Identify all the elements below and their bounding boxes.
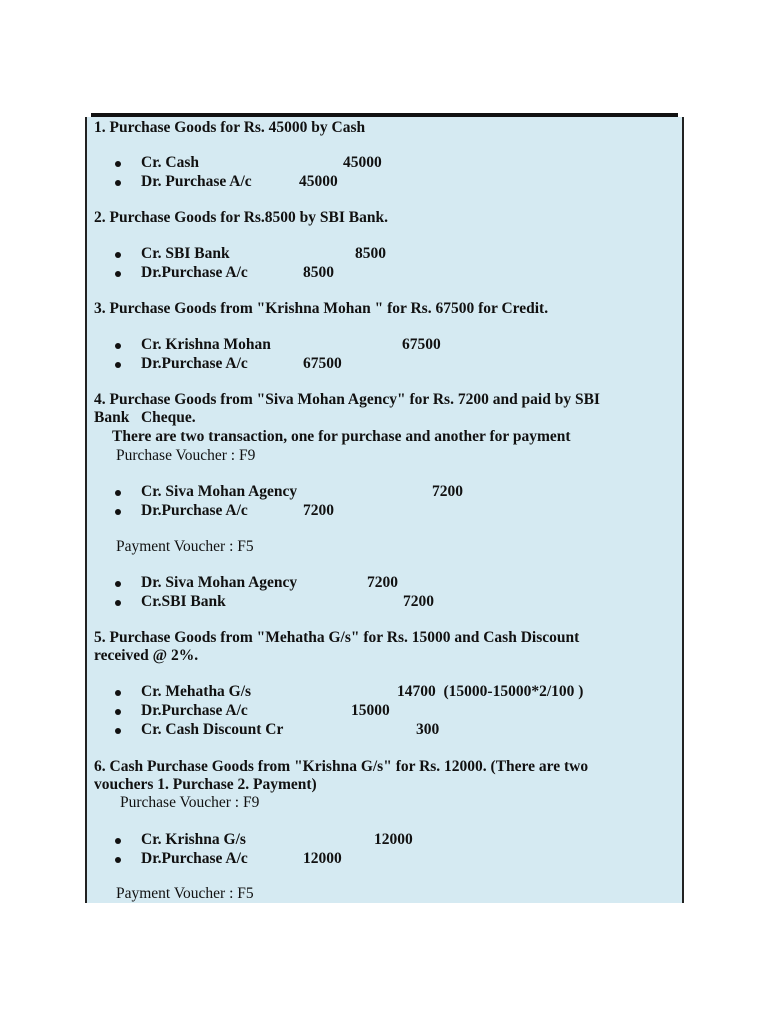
bullet-dot (115, 690, 121, 696)
entry-amount: 67500 (402, 336, 441, 353)
entry-amount: 15000 (351, 702, 390, 719)
entry-label: Dr.Purchase A/c (141, 355, 248, 372)
bullet-dot (115, 161, 121, 167)
bullet-dot (115, 838, 121, 844)
entry-label: Dr. Siva Mohan Agency (141, 574, 298, 591)
bullet-dot (115, 581, 121, 587)
question-5-title-line1: 5. Purchase Goods from "Mehatha G/s" for Rs. 15000 and Cash Discount (94, 629, 580, 646)
entry-label: Cr. Mehatha G/s (141, 683, 252, 700)
entry-amount: 7200 (432, 483, 463, 500)
entry-label: Dr.Purchase A/c (141, 264, 248, 281)
payment-voucher-label: Payment Voucher : F5 (116, 885, 254, 902)
bullet-dot (115, 857, 121, 863)
entry-label: Dr.Purchase A/c (141, 702, 248, 719)
question-2-title: 2. Purchase Goods for Rs.8500 by SBI Bank. (94, 209, 388, 226)
bullet-dot (115, 600, 121, 606)
question-3-title: 3. Purchase Goods from "Krishna Mohan " for Rs. 67500 for Credit. (94, 300, 549, 317)
bullet-dot (115, 728, 121, 734)
entry-label: Cr. Cash (141, 154, 199, 171)
purchase-voucher-label: Purchase Voucher : F9 (120, 794, 260, 811)
entry-amount: 8500 (303, 264, 334, 281)
purchase-voucher-label: Purchase Voucher : F9 (116, 447, 256, 464)
question-1-title: 1. Purchase Goods for Rs. 45000 by Cash (94, 119, 366, 136)
question-6-title-line1: 6. Cash Purchase Goods from "Krishna G/s" for Rs. 12000. (There are two (94, 758, 589, 775)
entry-amount: 7200 (403, 593, 434, 610)
entry-amount: 8500 (355, 245, 386, 262)
content-box (85, 117, 684, 903)
question-6-title-line2: vouchers 1. Purchase 2. Payment) (94, 776, 317, 793)
entry-label: Dr.Purchase A/c (141, 850, 248, 867)
question-4-title-line2: Bank Cheque. (94, 409, 196, 426)
entry-label: Cr. Krishna Mohan (141, 336, 271, 353)
bullet-dot (115, 362, 121, 368)
question-4-note: There are two transaction, one for purchase and another for payment (112, 428, 571, 445)
entry-label: Cr. Siva Mohan Agency (141, 483, 298, 500)
entry-label: Dr.Purchase A/c (141, 502, 248, 519)
entry-label: Cr. Krishna G/s (141, 831, 246, 848)
bullet-dot (115, 490, 121, 496)
bullet-dot (115, 252, 121, 258)
entry-label: Cr. Cash Discount Cr (141, 721, 284, 738)
entry-amount: 14700 (15000-15000*2/100 ) (397, 683, 584, 700)
entry-label: Cr.SBI Bank (141, 593, 226, 610)
entry-amount: 12000 (374, 831, 413, 848)
payment-voucher-label: Payment Voucher : F5 (116, 538, 254, 555)
entry-amount: 45000 (343, 154, 382, 171)
entry-label: Cr. SBI Bank (141, 245, 230, 262)
bullet-dot (115, 271, 121, 277)
bullet-dot (115, 343, 121, 349)
entry-amount: 7200 (303, 502, 334, 519)
bullet-dot (115, 709, 121, 715)
entry-amount: 45000 (299, 173, 338, 190)
entry-amount: 67500 (303, 355, 342, 372)
question-4-title-line1: 4. Purchase Goods from "Siva Mohan Agency" for Rs. 7200 and paid by SBI (94, 391, 600, 408)
bullet-dot (115, 180, 121, 186)
entry-label: Dr. Purchase A/c (141, 173, 252, 190)
entry-amount: 12000 (303, 850, 342, 867)
entry-amount: 7200 (367, 574, 398, 591)
bullet-dot (115, 509, 121, 515)
entry-amount: 300 (416, 721, 440, 738)
question-5-title-line2: received @ 2%. (94, 647, 199, 664)
